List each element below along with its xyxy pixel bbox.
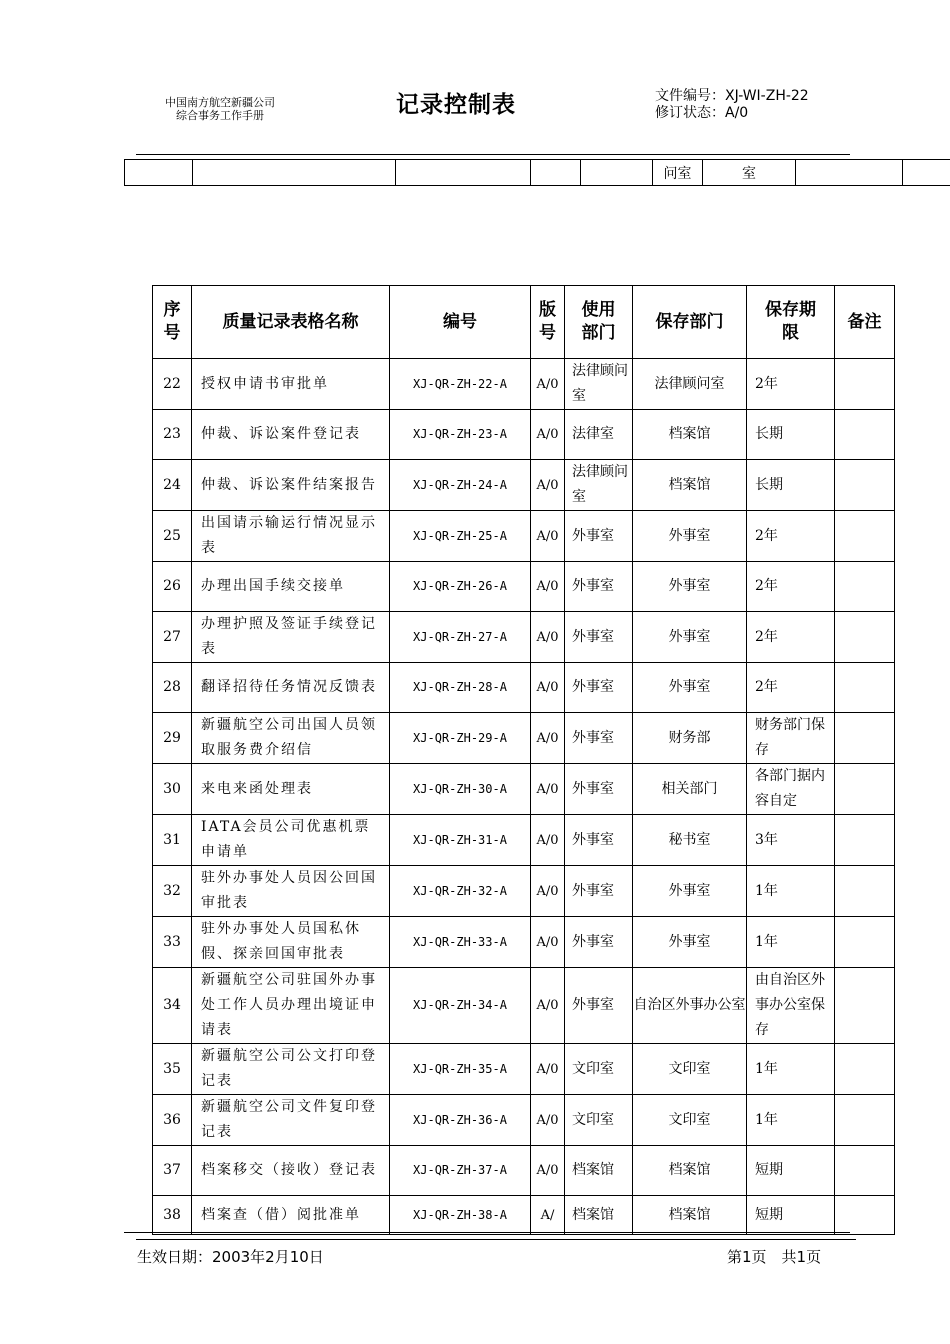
row-num: 30 bbox=[153, 764, 192, 815]
row-use-dept: 外事室 bbox=[565, 511, 633, 562]
row-form-name: 办理护照及签证手续登记表 bbox=[192, 612, 390, 663]
row-keep-period: 1年 bbox=[747, 1095, 835, 1146]
row-remark bbox=[835, 562, 895, 612]
table-row bbox=[153, 713, 895, 764]
row-code: XJ-QR-ZH-22-A bbox=[390, 359, 531, 410]
row-code: XJ-QR-ZH-31-A bbox=[390, 815, 531, 866]
row-keep-dept: 文印室 bbox=[633, 1095, 747, 1146]
row-remark bbox=[835, 713, 895, 764]
strip-cell bbox=[796, 160, 903, 186]
row-keep-dept: 文印室 bbox=[633, 1044, 747, 1095]
row-code: XJ-QR-ZH-33-A bbox=[390, 917, 531, 968]
row-code: XJ-QR-ZH-32-A bbox=[390, 866, 531, 917]
row-code: XJ-QR-ZH-34-A bbox=[390, 968, 531, 1044]
row-num: 31 bbox=[153, 815, 192, 866]
table-row bbox=[153, 359, 895, 410]
row-num: 34 bbox=[153, 968, 192, 1044]
table-row bbox=[153, 968, 895, 1044]
footer-divider bbox=[136, 1239, 856, 1240]
row-form-name: 新疆航空公司文件复印登记表 bbox=[192, 1095, 390, 1146]
row-keep-period: 短期 bbox=[747, 1146, 835, 1196]
row-code: XJ-QR-ZH-27-A bbox=[390, 612, 531, 663]
row-keep-dept: 外事室 bbox=[633, 917, 747, 968]
row-code: XJ-QR-ZH-35-A bbox=[390, 1044, 531, 1095]
row-version: A/0 bbox=[531, 866, 565, 917]
header-remark: 备注 bbox=[835, 286, 895, 359]
strip-cell bbox=[396, 160, 531, 186]
row-version: A/0 bbox=[531, 562, 565, 612]
strip-cell bbox=[125, 160, 193, 186]
row-use-dept: 档案馆 bbox=[565, 1196, 633, 1235]
row-remark bbox=[835, 1044, 895, 1095]
page-number: 第1页 共1页 bbox=[727, 1248, 822, 1266]
row-keep-dept: 档案馆 bbox=[633, 1146, 747, 1196]
row-form-name: 档案移交（接收）登记表 bbox=[192, 1146, 390, 1196]
row-num: 38 bbox=[153, 1196, 192, 1235]
row-num: 22 bbox=[153, 359, 192, 410]
row-version: A/0 bbox=[531, 359, 565, 410]
doc-info bbox=[655, 88, 809, 122]
row-form-name: IATA会员公司优惠机票申请单 bbox=[192, 815, 390, 866]
row-remark bbox=[835, 1146, 895, 1196]
row-num: 25 bbox=[153, 511, 192, 562]
table-row bbox=[153, 460, 895, 511]
header-version: 版号 bbox=[531, 286, 565, 359]
row-keep-dept: 外事室 bbox=[633, 866, 747, 917]
table-row bbox=[153, 917, 895, 968]
row-code: XJ-QR-ZH-29-A bbox=[390, 713, 531, 764]
row-version: A/0 bbox=[531, 1146, 565, 1196]
row-use-dept: 法律顾问室 bbox=[565, 460, 633, 511]
table-row bbox=[153, 866, 895, 917]
row-code: XJ-QR-ZH-28-A bbox=[390, 663, 531, 713]
row-version: A/0 bbox=[531, 713, 565, 764]
row-code: XJ-QR-ZH-36-A bbox=[390, 1095, 531, 1146]
table-row bbox=[153, 612, 895, 663]
footer-divider-top bbox=[124, 1232, 850, 1233]
row-num: 27 bbox=[153, 612, 192, 663]
row-form-name: 授权申请书审批单 bbox=[192, 359, 390, 410]
row-keep-dept: 档案馆 bbox=[633, 410, 747, 460]
table-row bbox=[153, 815, 895, 866]
row-use-dept: 外事室 bbox=[565, 663, 633, 713]
row-code: XJ-QR-ZH-30-A bbox=[390, 764, 531, 815]
row-form-name: 翻译招待任务情况反馈表 bbox=[192, 663, 390, 713]
revision-status: 修订状态：A/0 bbox=[655, 105, 749, 121]
header-code: 编号 bbox=[390, 286, 531, 359]
row-keep-period: 2年 bbox=[747, 562, 835, 612]
doc-number: 文件编号：XJ-WI-ZH-22 bbox=[655, 88, 809, 104]
row-use-dept: 外事室 bbox=[565, 815, 633, 866]
table-row bbox=[153, 1196, 895, 1235]
row-num: 28 bbox=[153, 663, 192, 713]
page-title: 记录控制表 bbox=[396, 92, 516, 118]
row-keep-period: 各部门据内容自定 bbox=[747, 764, 835, 815]
row-remark bbox=[835, 968, 895, 1044]
row-keep-dept: 财务部 bbox=[633, 713, 747, 764]
record-control-table bbox=[152, 285, 895, 1235]
table-row bbox=[153, 1095, 895, 1146]
row-version: A/0 bbox=[531, 917, 565, 968]
effective-date: 生效日期：2003年2月10日 bbox=[137, 1248, 324, 1266]
row-remark bbox=[835, 764, 895, 815]
row-use-dept: 外事室 bbox=[565, 713, 633, 764]
strip-cell bbox=[531, 160, 581, 186]
row-code: XJ-QR-ZH-26-A bbox=[390, 562, 531, 612]
row-use-dept: 法律室 bbox=[565, 410, 633, 460]
row-use-dept: 法律顾问室 bbox=[565, 359, 633, 410]
row-form-name: 来电来函处理表 bbox=[192, 764, 390, 815]
row-num: 32 bbox=[153, 866, 192, 917]
row-version: A/0 bbox=[531, 1095, 565, 1146]
header-period: 保存期限 bbox=[747, 286, 835, 359]
strip-cell: 室 bbox=[703, 160, 796, 186]
row-use-dept: 文印室 bbox=[565, 1044, 633, 1095]
row-keep-period: 1年 bbox=[747, 1044, 835, 1095]
row-remark bbox=[835, 612, 895, 663]
row-keep-dept: 相关部门 bbox=[633, 764, 747, 815]
row-code: XJ-QR-ZH-23-A bbox=[390, 410, 531, 460]
row-form-name: 仲裁、诉讼案件登记表 bbox=[192, 410, 390, 460]
row-version: A/0 bbox=[531, 663, 565, 713]
row-keep-period: 2年 bbox=[747, 359, 835, 410]
company-line-2: 综合事务工作手册 bbox=[176, 109, 264, 122]
row-version: A/0 bbox=[531, 968, 565, 1044]
row-code: XJ-QR-ZH-25-A bbox=[390, 511, 531, 562]
strip-cell bbox=[581, 160, 653, 186]
row-remark bbox=[835, 866, 895, 917]
strip-cell: 问室 bbox=[653, 160, 703, 186]
row-version: A/0 bbox=[531, 1044, 565, 1095]
row-use-dept: 外事室 bbox=[565, 866, 633, 917]
row-keep-period: 短期 bbox=[747, 1196, 835, 1235]
row-keep-period: 1年 bbox=[747, 866, 835, 917]
row-remark bbox=[835, 359, 895, 410]
row-form-name: 驻外办事处人员因公回国审批表 bbox=[192, 866, 390, 917]
row-num: 33 bbox=[153, 917, 192, 968]
row-keep-dept: 秘书室 bbox=[633, 815, 747, 866]
row-version: A/0 bbox=[531, 764, 565, 815]
company-name bbox=[140, 96, 300, 122]
row-keep-dept: 外事室 bbox=[633, 562, 747, 612]
row-num: 29 bbox=[153, 713, 192, 764]
row-keep-period: 2年 bbox=[747, 511, 835, 562]
row-form-name: 驻外办事处人员国私休假、探亲回国审批表 bbox=[192, 917, 390, 968]
row-keep-period: 长期 bbox=[747, 410, 835, 460]
row-form-name: 仲裁、诉讼案件结案报告 bbox=[192, 460, 390, 511]
header-name: 质量记录表格名称 bbox=[192, 286, 390, 359]
row-form-name: 新疆航空公司出国人员领取服务费介绍信 bbox=[192, 713, 390, 764]
table-row bbox=[153, 1146, 895, 1196]
row-use-dept: 外事室 bbox=[565, 968, 633, 1044]
row-keep-dept: 外事室 bbox=[633, 612, 747, 663]
row-form-name: 办理出国手续交接单 bbox=[192, 562, 390, 612]
header-divider bbox=[136, 154, 850, 155]
header-num: 序号 bbox=[153, 286, 192, 359]
continuation-strip bbox=[124, 159, 950, 186]
row-version: A/0 bbox=[531, 511, 565, 562]
header-keep-dept: 保存部门 bbox=[633, 286, 747, 359]
row-use-dept: 外事室 bbox=[565, 764, 633, 815]
row-use-dept: 外事室 bbox=[565, 562, 633, 612]
row-code: XJ-QR-ZH-24-A bbox=[390, 460, 531, 511]
table-header-row bbox=[153, 286, 895, 359]
row-num: 26 bbox=[153, 562, 192, 612]
row-keep-dept: 档案馆 bbox=[633, 460, 747, 511]
row-keep-period: 财务部门保存 bbox=[747, 713, 835, 764]
row-num: 35 bbox=[153, 1044, 192, 1095]
row-version: A/ bbox=[531, 1196, 565, 1235]
row-num: 37 bbox=[153, 1146, 192, 1196]
row-remark bbox=[835, 511, 895, 562]
row-version: A/0 bbox=[531, 410, 565, 460]
table-row bbox=[153, 511, 895, 562]
company-line-1: 中国南方航空新疆公司 bbox=[165, 96, 275, 109]
table-row bbox=[153, 410, 895, 460]
row-remark bbox=[835, 1196, 895, 1235]
row-form-name: 新疆航空公司公文打印登记表 bbox=[192, 1044, 390, 1095]
row-keep-period: 由自治区外事办公室保存 bbox=[747, 968, 835, 1044]
row-num: 36 bbox=[153, 1095, 192, 1146]
strip-cell bbox=[903, 160, 950, 186]
row-version: A/0 bbox=[531, 460, 565, 511]
row-use-dept: 外事室 bbox=[565, 612, 633, 663]
row-keep-period: 1年 bbox=[747, 917, 835, 968]
header-dept: 使用部门 bbox=[565, 286, 633, 359]
row-form-name: 档案查（借）阅批准单 bbox=[192, 1196, 390, 1235]
row-form-name: 出国请示输运行情况显示表 bbox=[192, 511, 390, 562]
row-remark bbox=[835, 1095, 895, 1146]
row-keep-dept: 档案馆 bbox=[633, 1196, 747, 1235]
row-use-dept: 外事室 bbox=[565, 917, 633, 968]
row-form-name: 新疆航空公司驻国外办事处工作人员办理出境证申请表 bbox=[192, 968, 390, 1044]
row-remark bbox=[835, 917, 895, 968]
row-use-dept: 档案馆 bbox=[565, 1146, 633, 1196]
table-row bbox=[153, 562, 895, 612]
row-keep-period: 2年 bbox=[747, 663, 835, 713]
table-row bbox=[153, 663, 895, 713]
row-code: XJ-QR-ZH-37-A bbox=[390, 1146, 531, 1196]
row-keep-dept: 法律顾问室 bbox=[633, 359, 747, 410]
row-remark bbox=[835, 460, 895, 511]
row-keep-dept: 外事室 bbox=[633, 663, 747, 713]
row-keep-period: 长期 bbox=[747, 460, 835, 511]
row-version: A/0 bbox=[531, 815, 565, 866]
row-remark bbox=[835, 815, 895, 866]
table-row bbox=[153, 764, 895, 815]
row-keep-dept: 自治区外事办公室 bbox=[633, 968, 747, 1044]
strip-row bbox=[125, 160, 950, 186]
row-keep-dept: 外事室 bbox=[633, 511, 747, 562]
strip-cell bbox=[193, 160, 396, 186]
row-keep-period: 2年 bbox=[747, 612, 835, 663]
row-use-dept: 文印室 bbox=[565, 1095, 633, 1146]
row-num: 24 bbox=[153, 460, 192, 511]
row-num: 23 bbox=[153, 410, 192, 460]
row-version: A/0 bbox=[531, 612, 565, 663]
row-keep-period: 3年 bbox=[747, 815, 835, 866]
row-remark bbox=[835, 663, 895, 713]
row-remark bbox=[835, 410, 895, 460]
row-code: XJ-QR-ZH-38-A bbox=[390, 1196, 531, 1235]
table-row bbox=[153, 1044, 895, 1095]
